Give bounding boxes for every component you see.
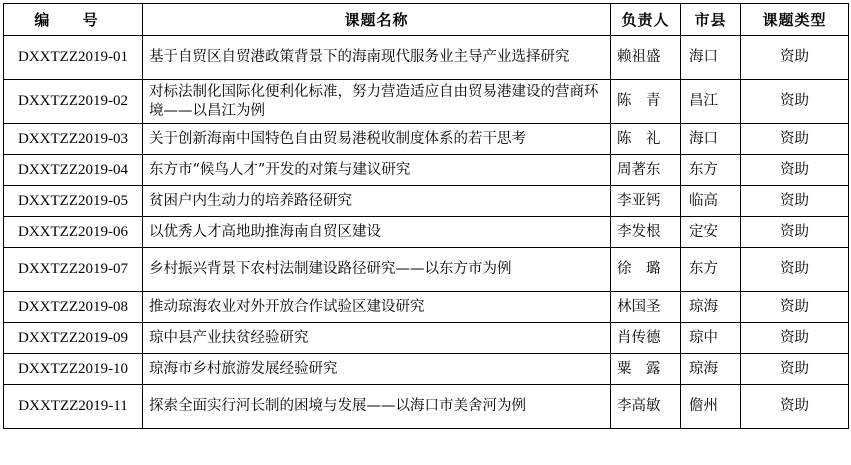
cell-person: 李亚钙 [611,186,681,217]
cell-title: 对标法制化国际化便利化标准，努力营造适应自由贸易港建设的营商环境——以昌江为例 [143,80,611,124]
cell-person: 赖祖盛 [611,36,681,80]
cell-city: 定安 [681,217,741,248]
cell-type: 资助 [741,248,849,292]
cell-person: 肖传德 [611,323,681,354]
cell-code: DXXTZZ2019-02 [4,80,143,124]
table-row [4,385,849,429]
cell-person: 陈 青 [611,80,681,124]
cell-person: 周著东 [611,155,681,186]
header-city: 市县 [681,4,741,36]
cell-person: 李发根 [611,217,681,248]
table-row [4,124,849,155]
table-row [4,36,849,80]
cell-type: 资助 [741,155,849,186]
table-row [4,323,849,354]
table-row [4,155,849,186]
table-row [4,292,849,323]
cell-title: 推动琼海农业对外开放合作试验区建设研究 [143,292,611,323]
table-row [4,354,849,385]
cell-code: DXXTZZ2019-04 [4,155,143,186]
cell-city: 海口 [681,124,741,155]
cell-code: DXXTZZ2019-01 [4,36,143,80]
cell-title: 基于自贸区自贸港政策背景下的海南现代服务业主导产业选择研究 [143,36,611,80]
cell-code: DXXTZZ2019-09 [4,323,143,354]
header-person: 负责人 [611,4,681,36]
cell-city: 昌江 [681,80,741,124]
cell-city: 临高 [681,186,741,217]
cell-title: 以优秀人才高地助推海南自贸区建设 [143,217,611,248]
cell-code: DXXTZZ2019-05 [4,186,143,217]
cell-code: DXXTZZ2019-06 [4,217,143,248]
cell-type: 资助 [741,217,849,248]
cell-type: 资助 [741,292,849,323]
cell-title: 琼海市乡村旅游发展经验研究 [143,354,611,385]
header-code: 编 号 [4,4,143,36]
cell-person: 林国圣 [611,292,681,323]
cell-city: 琼中 [681,323,741,354]
cell-title: 关于创新海南中国特色自由贸易港税收制度体系的若干思考 [143,124,611,155]
cell-title: 琼中县产业扶贫经验研究 [143,323,611,354]
header-type: 课题类型 [741,4,849,36]
cell-code: DXXTZZ2019-03 [4,124,143,155]
cell-person: 徐 璐 [611,248,681,292]
cell-city: 东方 [681,155,741,186]
cell-type: 资助 [741,124,849,155]
cell-title: 乡村振兴背景下农村法制建设路径研究——以东方市为例 [143,248,611,292]
cell-person: 粟 露 [611,354,681,385]
cell-type: 资助 [741,323,849,354]
cell-city: 海口 [681,36,741,80]
table-row [4,186,849,217]
cell-code: DXXTZZ2019-10 [4,354,143,385]
cell-city: 琼海 [681,292,741,323]
cell-type: 资助 [741,186,849,217]
cell-city: 东方 [681,248,741,292]
cell-title: 探索全面实行河长制的困境与发展——以海口市美舍河为例 [143,385,611,429]
cell-city: 琼海 [681,354,741,385]
header-row [4,4,849,36]
cell-person: 陈 礼 [611,124,681,155]
cell-code: DXXTZZ2019-08 [4,292,143,323]
project-table [3,3,849,429]
cell-code: DXXTZZ2019-11 [4,385,143,429]
table-row [4,248,849,292]
cell-type: 资助 [741,385,849,429]
cell-title: 东方市“候鸟人才”开发的对策与建议研究 [143,155,611,186]
header-title: 课题名称 [143,4,611,36]
cell-type: 资助 [741,36,849,80]
cell-type: 资助 [741,80,849,124]
table-row [4,217,849,248]
cell-city: 儋州 [681,385,741,429]
cell-title: 贫困户内生动力的培养路径研究 [143,186,611,217]
cell-type: 资助 [741,354,849,385]
cell-code: DXXTZZ2019-07 [4,248,143,292]
table-row [4,80,849,124]
cell-person: 李高敏 [611,385,681,429]
